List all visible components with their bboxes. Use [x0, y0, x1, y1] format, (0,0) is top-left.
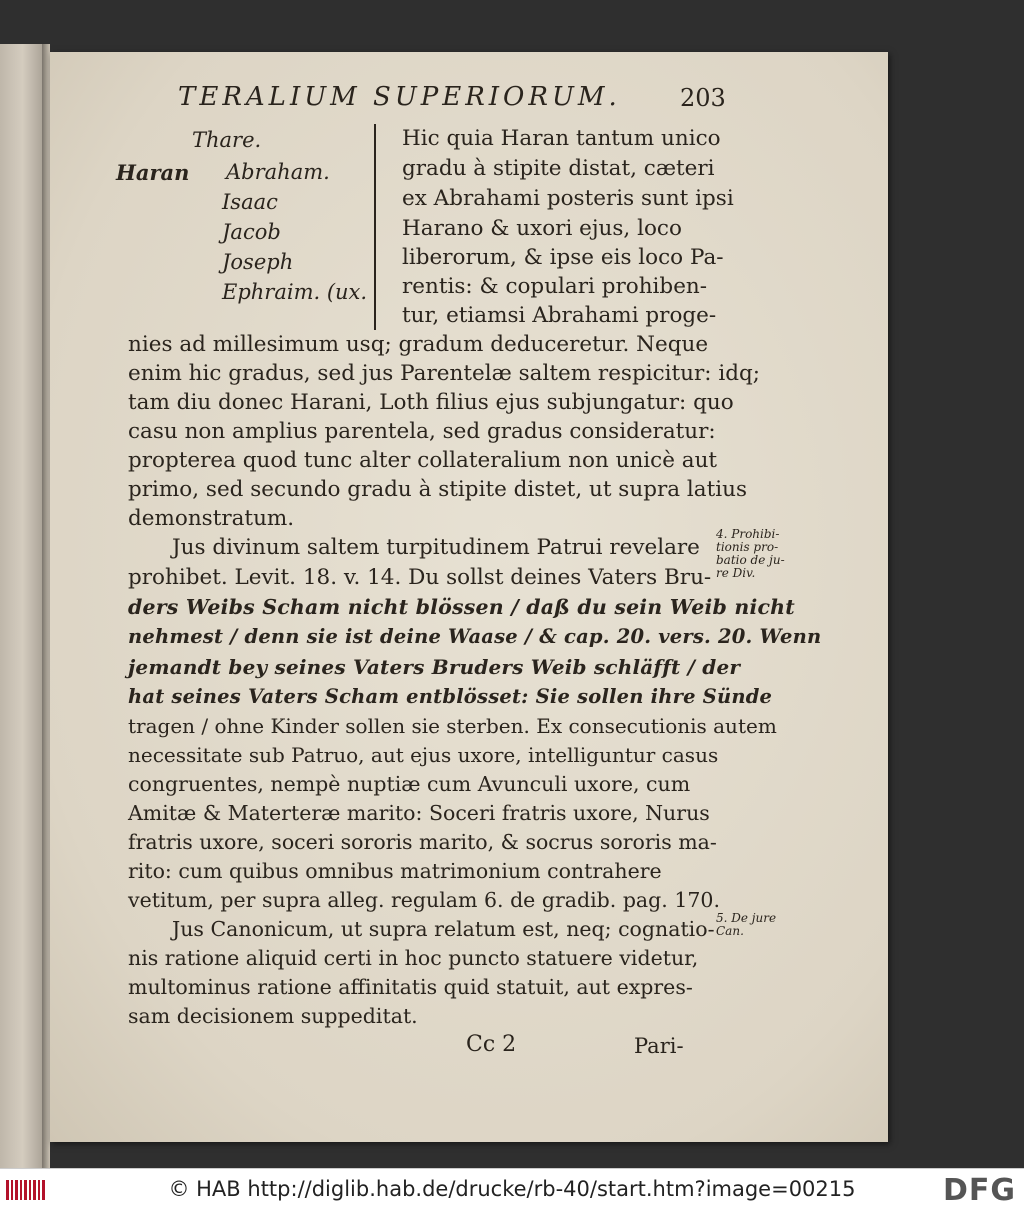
text-line: enim hic gradus, sed jus Parentelæ saltem respicitur: idq; [128, 361, 761, 386]
margin-note-line: Can. [716, 924, 744, 938]
text-line: necessitate sub Patruo, aut ejus uxore, intelliguntur casus [128, 743, 719, 767]
text-line: sam decisionem suppeditat. [128, 1004, 418, 1028]
tree-joseph: Joseph [222, 250, 294, 274]
footer-bar [0, 1168, 1024, 1210]
text-line: multominus ratione affinitatis quid statuit, aut expres- [128, 975, 693, 999]
signature-mark: Cc 2 [466, 1032, 517, 1057]
tree-ephraim: Ephraim. (ux. [222, 280, 368, 304]
text-line: vetitum, per supra alleg. regulam 6. de gradib. pag. 170. [128, 888, 720, 912]
text-line: prohibet. Levit. 18. v. 14. Du sollst deines Vaters Bru- [128, 565, 712, 590]
text-line: primo, sed secundo gradu à stipite distet, ut supra latius [128, 477, 747, 502]
margin-note-line: 5. De jure [716, 911, 777, 925]
tree-isaac: Isaac [222, 190, 278, 214]
margin-note-canon-law [716, 912, 806, 938]
text-line: ders Weibs Scham nicht blössen / daß du sein Weib nicht [128, 595, 795, 619]
text-line: congruentes, nempè nuptiæ cum Avunculi uxore, cum [128, 772, 691, 796]
margin-note-line: batio de ju- [716, 553, 785, 567]
genealogy-tree [116, 122, 390, 332]
margin-note-line: 4. Prohibi- [716, 527, 780, 541]
book-spine [42, 44, 50, 1168]
text-line: rito: cum quibus omnibus matrimonium contrahere [128, 859, 662, 883]
margin-note-line: tionis pro- [716, 540, 779, 554]
text-line: casu non amplius parentela, sed gradus consideratur: [128, 419, 716, 444]
text-line: Jus divinum saltem turpitudinem Patrui revelare [172, 535, 700, 560]
text-line: tur, etiamsi Abrahami proge- [402, 303, 717, 328]
text-line: fratris uxore, soceri sororis marito, & socrus sororis ma- [128, 830, 717, 854]
tree-thare: Thare. [192, 128, 262, 152]
text-line: hat seines Vaters Scham entblösset: Sie sollen ihre Sünde [128, 685, 773, 708]
margin-note-line: re Div. [716, 566, 756, 580]
text-line: ex Abrahami posteris sunt ipsi [402, 186, 734, 211]
text-line: liberorum, & ipse eis loco Pa- [402, 245, 724, 270]
dfg-logo: DFG [942, 1173, 1016, 1208]
running-head: TERALIUM SUPERIORUM. [178, 82, 621, 112]
text-line: tragen / ohne Kinder sollen sie sterben. Ex consecutionis autem [128, 714, 777, 738]
text-line: demonstratum. [128, 506, 295, 531]
text-line: propterea quod tunc alter collateralium non unicè aut [128, 448, 718, 473]
tree-divider [374, 124, 376, 330]
catchword: Pari- [634, 1034, 684, 1058]
text-line: nehmest / denn sie ist deine Waase / & cap. 20. vers. 20. Wenn [128, 625, 822, 648]
margin-note-prohibition [716, 528, 806, 580]
text-line: nies ad millesimum usq; gradum deduceretur. Neque [128, 332, 709, 357]
text-line: Harano & uxori ejus, loco [402, 216, 682, 241]
page-number: 203 [680, 84, 726, 112]
copyright-url[interactable]: © HAB http://diglib.hab.de/drucke/rb-40/start.htm?image=00215 [168, 1177, 856, 1201]
tree-abraham: Abraham. [226, 160, 330, 184]
tree-haran: Haran [116, 160, 190, 185]
text-line: rentis: & copulari prohiben- [402, 274, 708, 299]
text-line: gradu à stipite distat, cæteri [402, 156, 715, 181]
text-line: Hic quia Haran tantum unico [402, 126, 721, 151]
text-line: nis ratione aliquid certi in hoc puncto statuere videtur, [128, 946, 699, 970]
text-line: jemandt bey seines Vaters Bruders Weib schläfft / der [128, 655, 741, 679]
text-line: Amitæ & Materteræ marito: Soceri fratris uxore, Nurus [128, 801, 710, 825]
tree-jacob: Jacob [222, 220, 281, 244]
text-line: Jus Canonicum, ut supra relatum est, neq; cognatio- [172, 917, 715, 941]
text-line: tam diu donec Harani, Loth filius ejus subjungatur: quo [128, 390, 734, 415]
